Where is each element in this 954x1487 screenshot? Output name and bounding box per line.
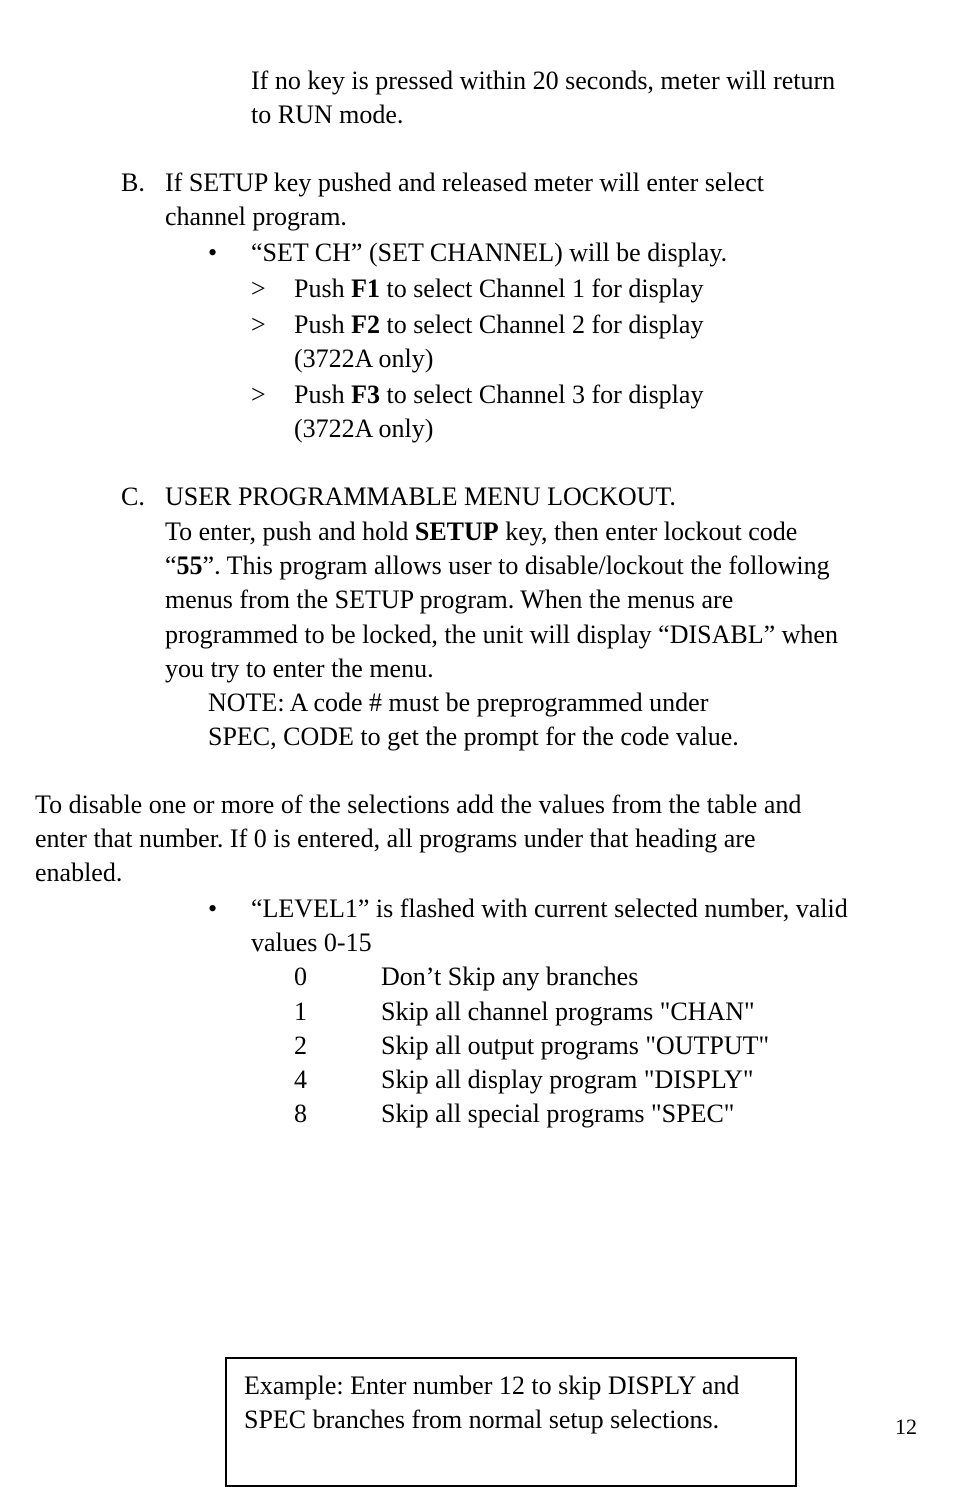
level-bullet: •: [208, 894, 218, 923]
section-c-line-4: programmed to be locked, the unit will display “DISABL” when: [165, 620, 838, 649]
code-description: Skip all display program "DISPLY": [381, 1065, 754, 1094]
f1-key: F1: [351, 274, 380, 303]
lockout-code: 55: [176, 551, 203, 580]
code-value: 0: [294, 962, 307, 991]
section-b-line-2: channel program.: [165, 202, 347, 231]
section-b-line-1: If SETUP key pushed and released meter will enter select: [165, 168, 764, 197]
list-item-f3-note: (3722A only): [294, 414, 434, 443]
table-row: [0, 1029, 954, 1063]
list-item-f3: Push F3 to select Channel 3 for display: [294, 380, 704, 409]
code-description: Skip all special programs "SPEC": [381, 1099, 735, 1128]
list-marker: >: [251, 310, 266, 339]
section-b-bullet: •: [208, 238, 218, 267]
section-b-letter: B.: [121, 168, 145, 197]
section-c-line-3: menus from the SETUP program. When the menus are: [165, 585, 734, 614]
intro-line-2: to RUN mode.: [251, 100, 404, 129]
code-description: Skip all output programs "OUTPUT": [381, 1031, 770, 1060]
intro-line-1: If no key is pressed within 20 seconds, meter will return: [251, 66, 836, 95]
section-c-letter: C.: [121, 482, 145, 511]
page-number: 12: [895, 1414, 917, 1439]
list-item-f2: Push F2 to select Channel 2 for display: [294, 310, 704, 339]
code-value: 8: [294, 1099, 307, 1128]
disable-line-2: enter that number. If 0 is entered, all programs under that heading are: [35, 824, 756, 853]
section-c-line-1: To enter, push and hold SETUP key, then enter lockout code: [165, 517, 798, 546]
setup-key: SETUP: [414, 517, 499, 546]
section-b-bullet-text: “SET CH” (SET CHANNEL) will be display.: [251, 238, 728, 267]
disable-line-1: To disable one or more of the selections add the values from the table and: [35, 790, 802, 819]
code-value: 1: [294, 997, 307, 1026]
code-value: 2: [294, 1031, 307, 1060]
note-line-1: NOTE: A code # must be preprogrammed under: [208, 688, 709, 717]
level-line-1: “LEVEL1” is flashed with current selected number, valid: [251, 894, 848, 923]
code-value: 4: [294, 1065, 307, 1094]
code-description: Skip all channel programs "CHAN": [381, 997, 755, 1026]
list-item-f1: Push F1 to select Channel 1 for display: [294, 274, 704, 303]
list-item-f2-note: (3722A only): [294, 344, 434, 373]
section-c-heading: USER PROGRAMMABLE MENU LOCKOUT.: [165, 482, 676, 511]
level-line-2: values 0-15: [251, 928, 372, 957]
code-description: Don’t Skip any branches: [381, 962, 639, 991]
table-row: [0, 995, 954, 1029]
note-line-2: SPEC, CODE to get the prompt for the code value.: [208, 722, 739, 751]
list-marker: >: [251, 380, 266, 409]
section-c-line-2: “55”. This program allows user to disable/lockout the following: [165, 551, 830, 580]
table-row: [0, 1063, 954, 1097]
list-marker: >: [251, 274, 266, 303]
f3-key: F3: [351, 380, 380, 409]
disable-line-3: enabled.: [35, 858, 123, 887]
f2-key: F2: [351, 310, 380, 339]
section-c-line-5: you try to enter the menu.: [165, 654, 434, 683]
example-box: [225, 1357, 797, 1487]
example-text: Example: Enter number 12 to skip DISPLY and SPEC branches from normal setup selections.: [244, 1371, 740, 1434]
table-row: [0, 960, 954, 994]
table-row: [0, 1097, 954, 1131]
